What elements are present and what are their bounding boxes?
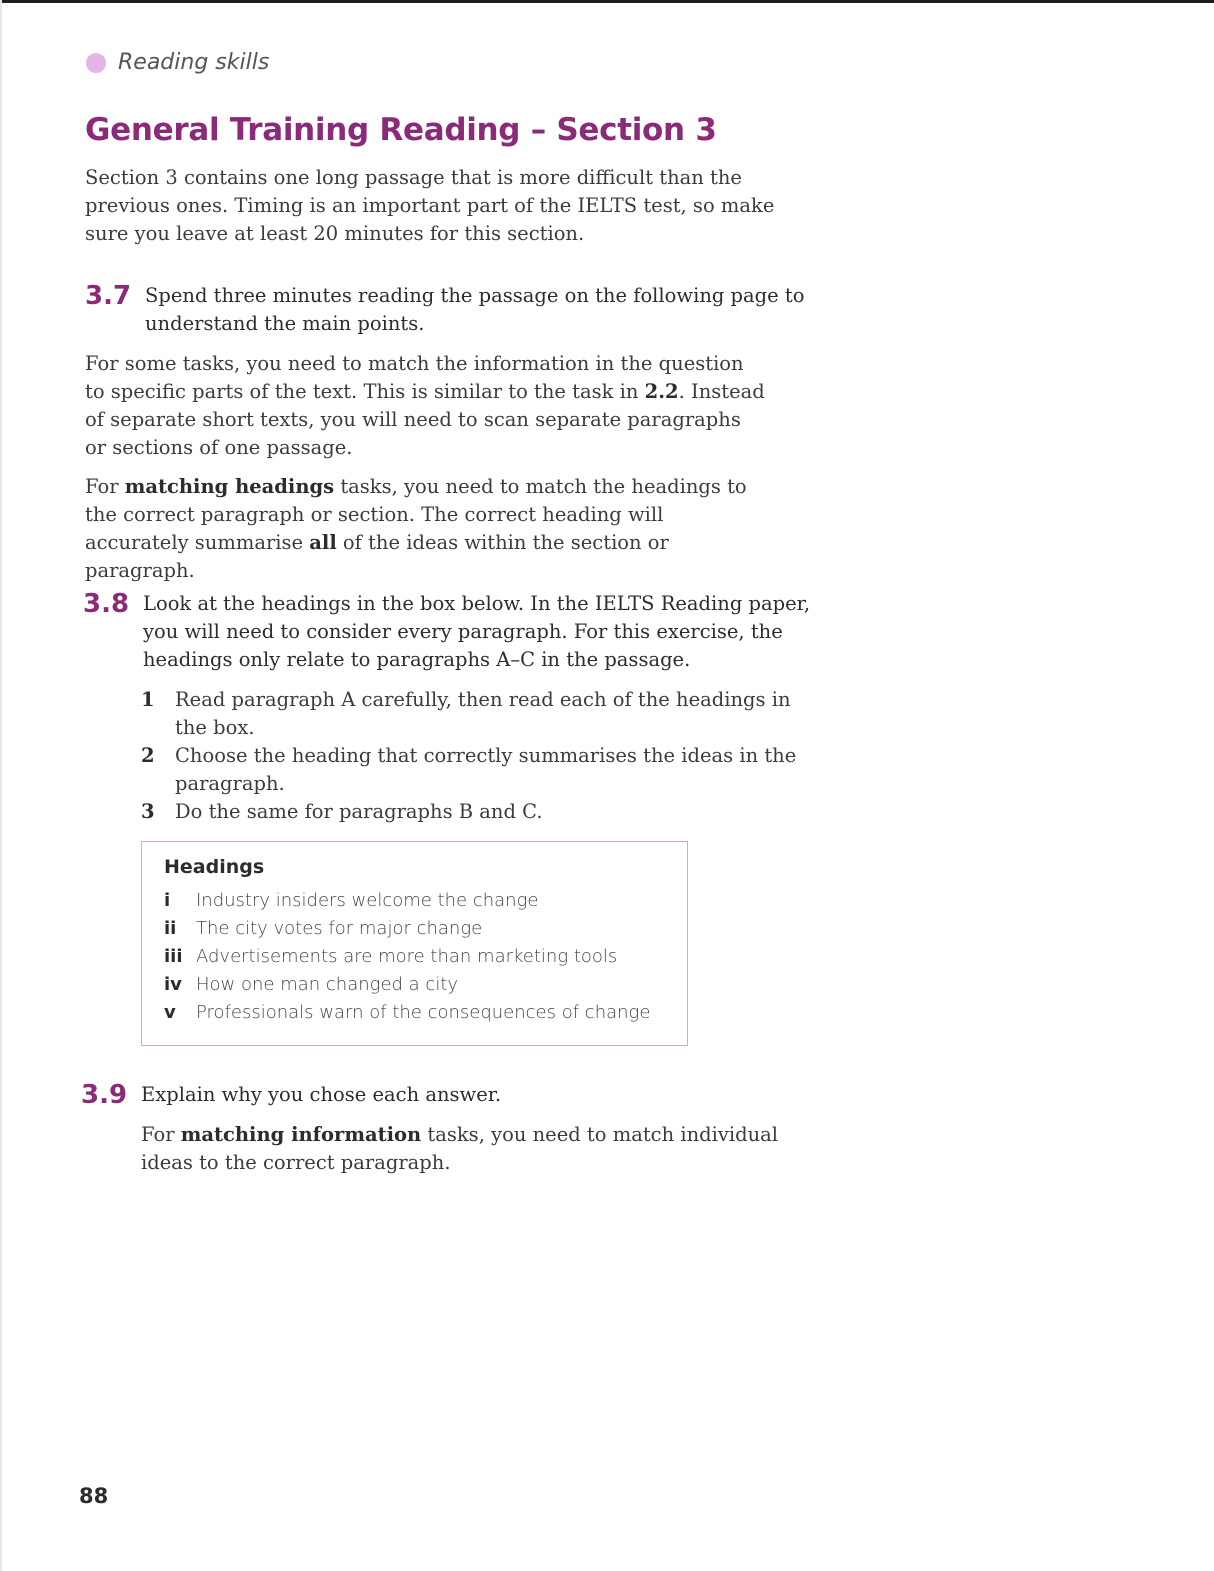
heading-numeral: iv [164,973,182,995]
heading-numeral: ii [164,917,177,939]
heading-text: How one man changed a city [196,973,459,995]
list-item [141,798,801,826]
step-number: 1 [141,688,155,711]
headings-list [164,886,650,1026]
step-text: Do the same for paragraphs B and C. [175,800,543,823]
running-header-text: Reading skills [118,50,270,75]
heading-text: Industry insiders welcome the change [196,889,539,911]
heading-numeral: v [164,1001,176,1023]
step-number: 2 [141,744,155,767]
headings-box-title: Headings [164,856,265,878]
list-item [164,886,650,914]
step-text: Read paragraph A carefully, then read each of the headings in the box. [175,688,791,739]
heading-text: Advertisements are more than marketing tools [196,945,618,967]
text-run: tasks, you need to match individual ideas to the correct paragraph. [141,1123,779,1174]
task-instruction: Spend three minutes reading the passage on the following page to understand the main points. [145,284,805,335]
task-3-9 [81,1081,801,1109]
matching-headings-paragraph [85,473,770,585]
text-run: For some tasks, you need to match the information in the question to specific parts of the text. This is similar to the task in [85,352,744,403]
task-number: 3.7 [85,281,132,311]
bold-term: matching information [180,1123,422,1146]
bold-term: matching headings [124,475,335,498]
list-item [164,998,650,1026]
text-run: of the ideas within the section or paragraph. [85,531,669,582]
bold-reference: 2.2 [644,380,679,403]
intro-paragraph: Section 3 contains one long passage that is more difficult than the previous ones. Timing is an important part of the IELTS test, so make sure you leave at least 20 minutes for this section. [85,166,775,245]
task-number: 3.8 [83,589,130,619]
heading-text: The city votes for major change [196,917,483,939]
heading-numeral: i [164,889,171,911]
matching-ideas-paragraph [141,1121,791,1177]
bullet-dot-icon [86,53,106,73]
text-run: . Instead of separate short texts, you will need to scan separate paragraphs or sections of one passage. [85,380,765,459]
page-title: General Training Reading – Section 3 [85,112,717,148]
text-run: For [141,1123,181,1146]
task-3-7 [85,282,805,338]
bold-term: all [309,531,337,554]
heading-numeral: iii [164,945,183,967]
task-3-8 [83,590,823,674]
list-item [164,914,650,942]
page-left-edge [0,0,2,1571]
task-instruction: Explain why you chose each answer. [141,1083,502,1106]
task-number: 3.9 [81,1080,128,1110]
text-run: For [85,475,125,498]
matching-info-paragraph [85,350,765,462]
list-item [164,942,650,970]
running-header [86,50,269,75]
steps-list [141,686,801,826]
text-run: tasks, you need to match the headings to the correct paragraph or section. The correct heading will accurately summarise [85,475,747,554]
list-item [141,686,801,742]
page-top-border [0,0,1214,3]
heading-text: Professionals warn of the consequences of change [196,1001,651,1023]
step-number: 3 [141,800,155,823]
task-instruction: Look at the headings in the box below. In the IELTS Reading paper, you will need to consider every paragraph. For this exercise, the headings only relate to paragraphs A–C in the passage. [143,592,811,671]
list-item [164,970,650,998]
page-number: 88 [79,1484,109,1508]
step-text: Choose the heading that correctly summarises the ideas in the paragraph. [175,744,797,795]
list-item [141,742,801,798]
headings-box [141,841,688,1046]
